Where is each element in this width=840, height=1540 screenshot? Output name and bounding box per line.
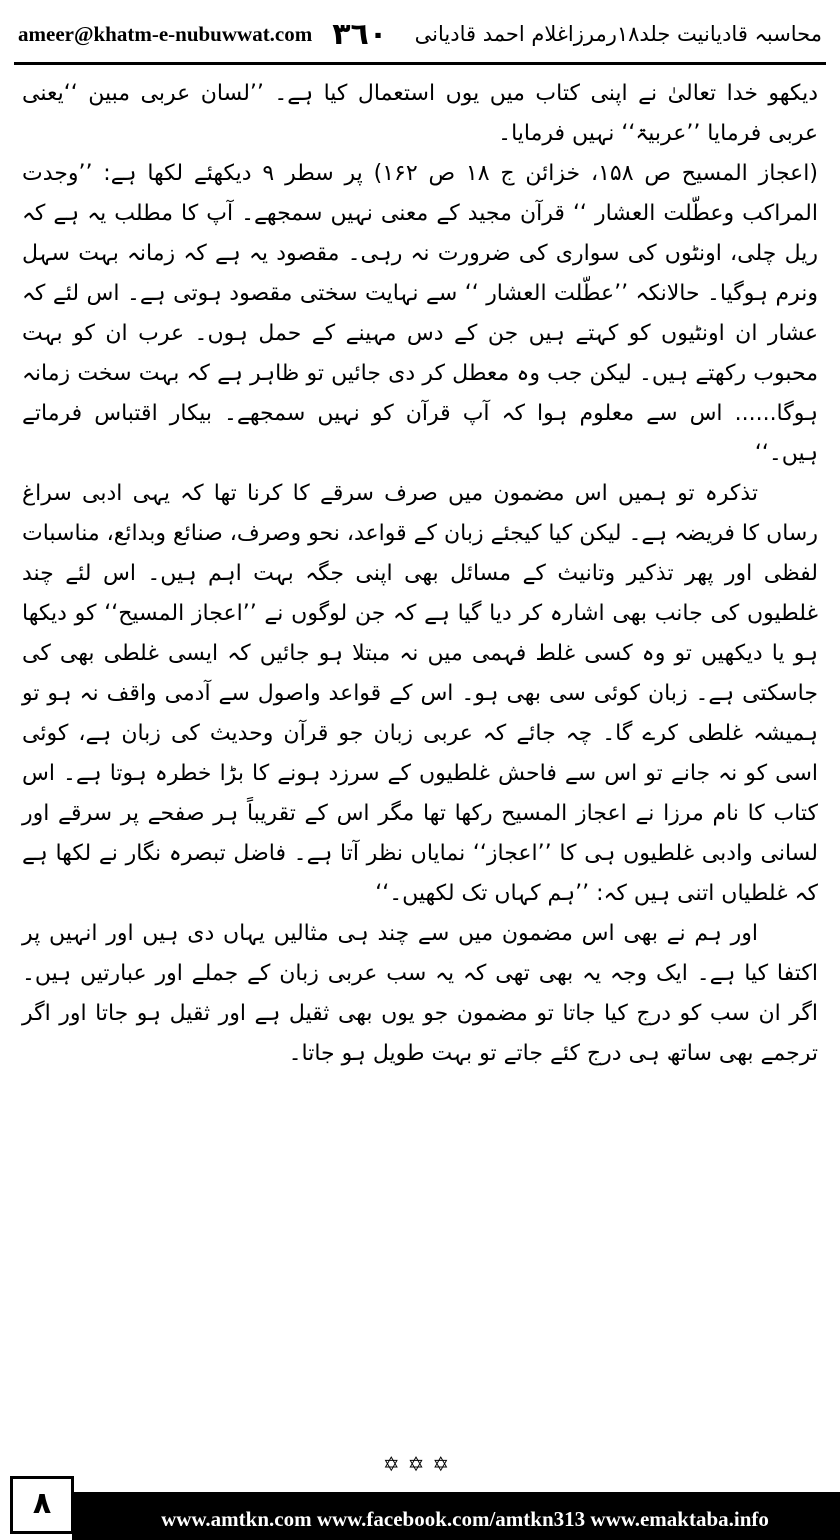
paragraph-3: تذکرہ تو ہمیں اس مضمون میں صرف سرقے کا کرنا تھا کہ یہی ادبی سراغ رساں کا فریضہ ہے۔ لیکن کیا کیجئے زبان کے قواعد، نحو وصرف، صنائع وبدائع، مناسبات لفظی اور پھر تذکیر وتانیث کے مسائل بھی اپنی جگہ بہت اہم ہیں۔ اس لئے چند غلطیوں کی جانب بھی اشارہ کر دیا گیا ہے کہ جن لوگوں نے ’’اعجاز المسیح‘‘ کو دیکھا ہو یا دیکھیں تو وہ کسی غلط فہمی میں نہ مبتلا ہو جائیں کہ ایسی غلطی بھی کی جاسکتی ہے۔ زبان کوئی سی بھی ہو۔ اس کے قواعد واصول سے آدمی واقف نہ ہو تو ہمیشہ غلطی کرے گا۔ چہ جائے کہ عربی زبان جو قرآن وحدیث کی زبان ہے، کوئی اسی کو نہ جانے تو اس سے فاحش غلطیوں کے سرزد ہونے کا بڑا خطرہ ہوتا ہے۔ اس کتاب کا نام مرزا نے اعجاز المسیح رکھا تھا مگر اس کے تقریباً ہر صفحے پر سرقے اور لسانی وادبی غلطیوں ہی کا ’’اعجاز‘‘ نمایاں نظر آتا ہے۔ فاضل تبصرہ نگار نے لکھا ہے کہ غلطیاں اتنی ہیں کہ: ’’ہم کہاں تک لکھیں۔‘‘ xyxy=(22,481,818,906)
footer-page-number: ٨ xyxy=(10,1476,74,1534)
paragraph-4: اور ہم نے بھی اس مضمون میں سے چند ہی مثالیں یہاں دی ہیں اور انہیں پر اکتفا کیا ہے۔ ایک وجہ یہ بھی تھی کہ یہ سب عربی زبان کے جملے اور عبارتیں ہیں۔ اگر ان سب کو درج کیا جاتا تو مضمون جو یوں بھی ثقیل ہے اور ثقیل ہو جاتا اور اگر ترجمے بھی ساتھ ہی درج کئے جاتے تو بہت طویل ہو جاتا۔ xyxy=(22,921,818,1066)
header-page-number: ٣٦٠ xyxy=(332,16,388,52)
page-footer xyxy=(0,1478,840,1540)
page-header xyxy=(18,10,822,58)
header-left xyxy=(18,17,387,52)
book-title: محاسبہ قادیانیت جلد۱۸رمرزاغلام احمد قادیانی xyxy=(414,22,822,46)
page-content xyxy=(22,74,818,1074)
section-ornament: ✡✡✡ xyxy=(382,1452,458,1476)
paragraph-2: (اعجاز المسیح ص ۱۵۸، خزائن ج ۱۸ ص ۱۶۲) پر سطر ۹ دیکھئے لکھا ہے: ’’وجدت المراکب وعطّلت العشار ‘‘ قرآن مجید کے معنی نہیں سمجھے۔ آپ کا مطلب یہ ہے کہ ریل چلی، اونٹوں کی سواری کی ضرورت نہ رہی۔ مقصود یہ ہے کہ زمانہ بہت سہل ونرم ہوگیا۔ حالانکہ ’’عطّلت العشار ‘‘ سے نہایت سختی مقصود ہوتی ہے۔ اس لئے کہ عشار ان اونٹیوں کو کہتے ہیں جن کے دس مہینے کے حمل ہوں۔ عرب ان کو بہت محبوب رکھتے ہیں۔ لیکن جب وہ معطل کر دی جائیں تو ظاہر ہے کہ بہت سخت زمانہ ہوگا...... اس سے معلوم ہوا کہ آپ قرآن کو نہیں سمجھے۔ بیکار اقتباس فرماتے ہیں۔‘‘ xyxy=(22,161,818,466)
footer-links: www.amtkn.com www.facebook.com/amtkn313 www.emaktaba.info xyxy=(161,1507,769,1531)
header-email: ameer@khatm-e-nubuwwat.com xyxy=(18,21,313,46)
paragraph-1: دیکھو خدا تعالیٰ نے اپنی کتاب میں یوں استعمال کیا ہے۔ ’’لسان عربی مبین ‘‘یعنی عربی فرمایا ’’عربیۃ‘‘ نہیں فرمایا۔ xyxy=(22,81,818,146)
header-rule xyxy=(14,62,826,65)
